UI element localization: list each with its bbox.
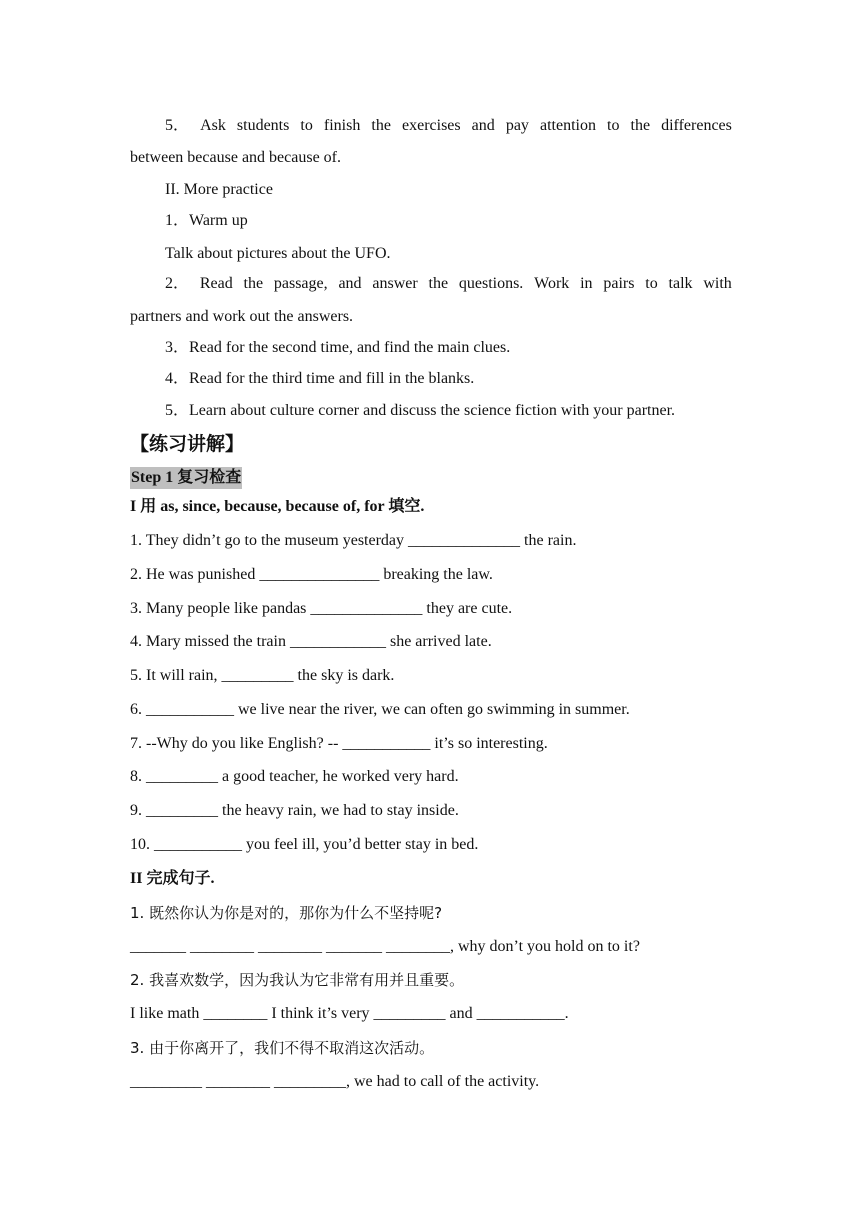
exercise-item: 7. --Why do you like English? -- ___________ it’s so interesting.: [130, 735, 548, 752]
sentence-cn: 1. 既然你认为你是对的，那你为什么不坚持呢?: [130, 904, 443, 922]
exercise-item: 4. Mary missed the train ____________ she arrived late.: [130, 633, 492, 650]
exercise-item: 2. He was punished _______________ breaking the law.: [130, 566, 493, 583]
teaching-item-3: 3．Read for the second time, and find the main clues.: [165, 339, 511, 356]
exercise-item: 9. _________ the heavy rain, we had to stay inside.: [130, 802, 459, 819]
word: passage,: [273, 275, 328, 292]
exercise-item: 6. ___________ we live near the river, we can often go swimming in summer.: [130, 701, 630, 718]
exercise-item: 8. _________ a good teacher, he worked very hard.: [130, 768, 459, 785]
teaching-warm-up-detail: Talk about pictures about the UFO.: [165, 245, 391, 262]
word: the: [243, 275, 264, 292]
word: to: [300, 117, 313, 134]
word: and: [338, 275, 362, 292]
sentence-cn: 2. 我喜欢数学，因为我认为它非常有用并且重要。: [130, 971, 465, 989]
teaching-item-4: 4．Read for the third time and fill in the blanks.: [165, 370, 475, 387]
exercise-item: 5. It will rain, _________ the sky is dark.: [130, 667, 395, 684]
teaching-item-5-line2: between because and because of.: [130, 149, 341, 166]
word: answer: [372, 275, 418, 292]
word: Ask: [200, 117, 226, 134]
word: 5．: [165, 117, 190, 134]
sentence-en: _______ ________ ________ _______ ________, why don’t you hold on to it?: [130, 938, 640, 955]
word: attention: [539, 117, 596, 134]
sentence-en: _________ ________ _________, we had to call of the activity.: [130, 1073, 540, 1090]
teaching-item-5b: 5．Learn about culture corner and discuss the science fiction with your partner.: [165, 402, 676, 419]
word: the: [630, 117, 651, 134]
step1-label: Step 1 复习检查: [130, 467, 242, 489]
word: pairs: [603, 275, 635, 292]
word: finish: [323, 117, 361, 134]
part1-title: I 用 as, since, because, because of, for 填空.: [130, 498, 425, 515]
teaching-item-2-line2: partners and work out the answers.: [130, 308, 354, 325]
word: 2．: [165, 275, 190, 292]
word: exercises: [401, 117, 461, 134]
word: and: [471, 117, 495, 134]
word: pay: [505, 117, 529, 134]
sentence-en: I like math ________ I think it’s very _________ and ___________.: [130, 1005, 569, 1022]
exercise-item: 3. Many people like pandas ______________ they are cute.: [130, 600, 513, 617]
teaching-item-5-line1: [165, 116, 732, 136]
exercise-item: 1. They didn’t go to the museum yesterday ______________ the rain.: [130, 532, 577, 549]
word: the: [371, 117, 391, 134]
teaching-item-2-line1: [165, 274, 732, 294]
section-more-practice-title: II. More practice: [165, 181, 273, 198]
word: to: [607, 117, 620, 134]
word: students: [236, 117, 290, 134]
part2-title: II 完成句子.: [130, 870, 215, 887]
word: with: [703, 275, 732, 292]
exercise-heading: 【练习讲解】: [130, 433, 245, 455]
word: in: [580, 275, 593, 292]
word: to: [645, 275, 658, 292]
word: talk: [668, 275, 693, 292]
word: the: [428, 275, 449, 292]
word: differences: [661, 117, 732, 134]
word: questions.: [458, 275, 524, 292]
word: Work: [534, 275, 570, 292]
word: Read: [199, 275, 233, 292]
sentence-cn: 3. 由于你离开了，我们不得不取消这次活动。: [130, 1039, 435, 1057]
teaching-warm-up: 1．Warm up: [165, 212, 248, 229]
exercise-item: 10. ___________ you feel ill, you’d better stay in bed.: [130, 836, 479, 853]
